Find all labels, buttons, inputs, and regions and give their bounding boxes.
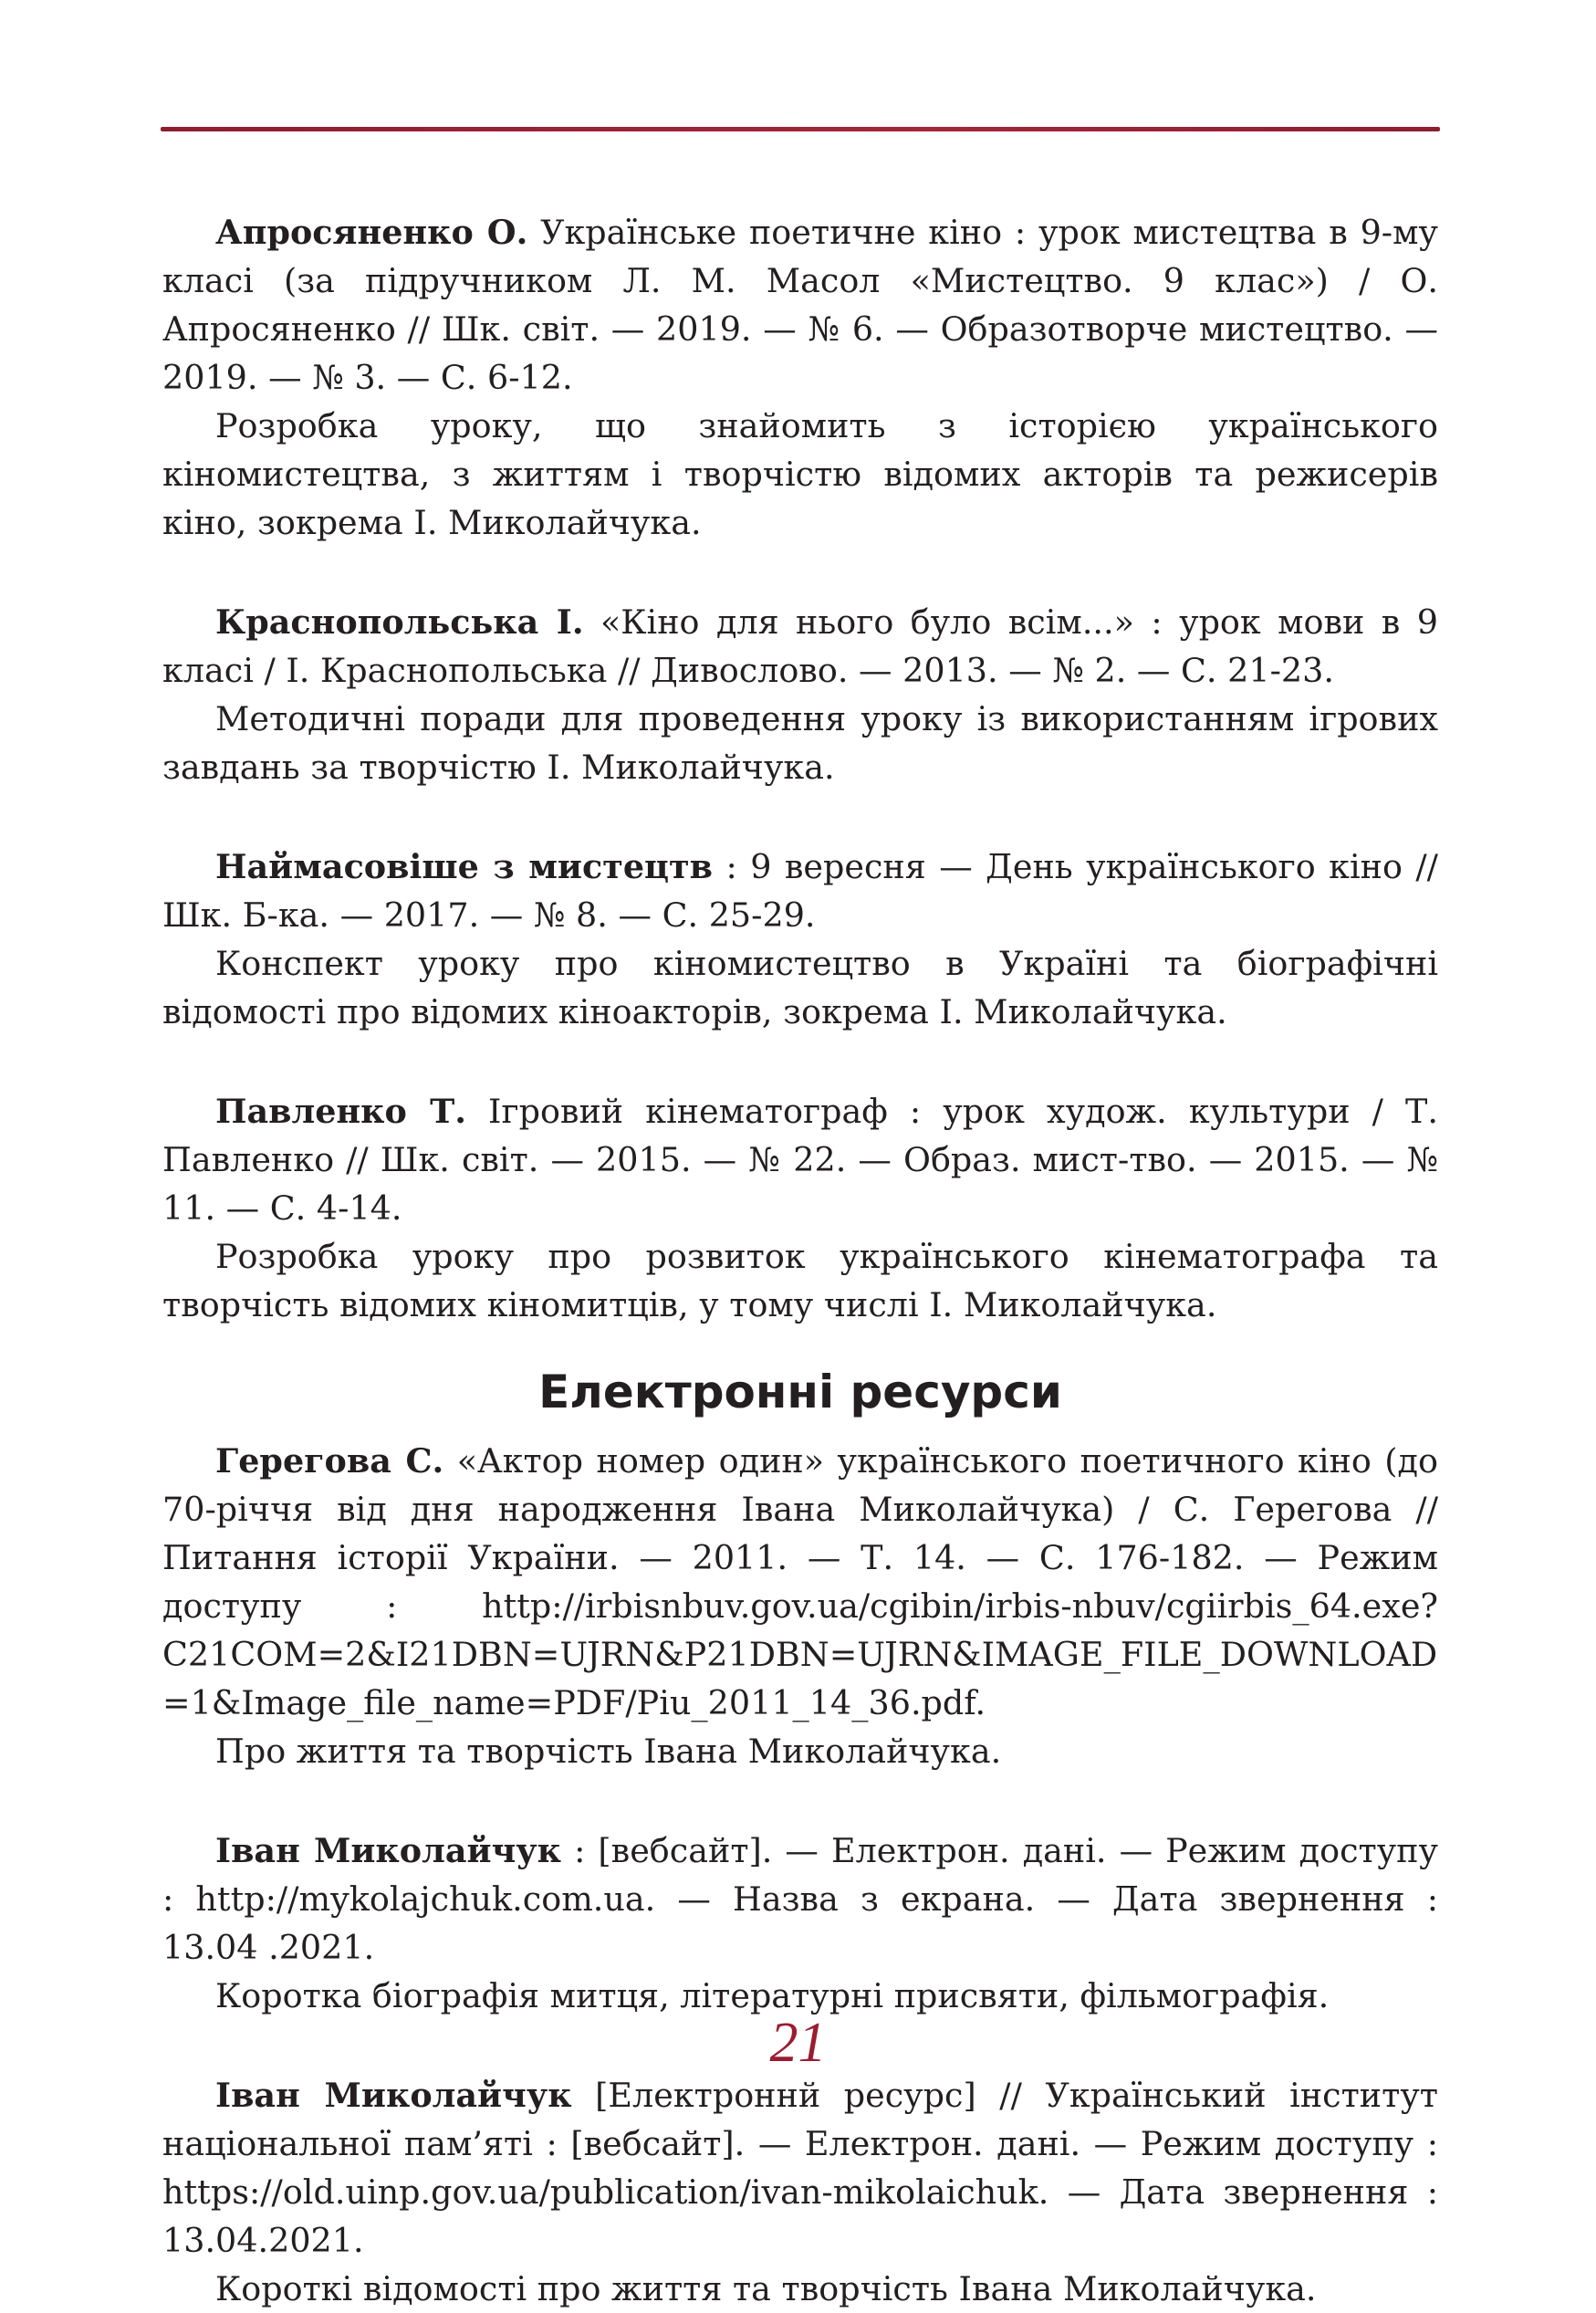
entry-annotation: Методичні поради для проведення уроку із використанням ігрових завдань за творчістю І. Миколайчука. [162,699,1438,787]
entry-author: Наймасовіше з мистецтв [215,847,713,886]
entry-author: Павленко Т. [215,1092,466,1131]
entry-citation-text: Ігровий кінематограф : урок худож. культури / Т. Павленко // Шк. світ. — 2015. — № 22. — Образ. мист-тво. — 2015. — № 11. — С. 4-14. [162,1092,1438,1228]
entry-author: Апросяненко О. [215,213,528,252]
section-title: Електронні ресурси [538,1366,1062,1418]
entry-citation-text: : 9 вересня — День українського кіно // Шк. Б-ка. — 2017. — № 8. — С. 25-29. [162,847,1438,935]
bibliography-entry [162,1437,1438,1775]
entry-annotation: Розробка уроку про розвиток українського кінематографа та творчість відомих кіномитців, у тому числі І. Миколайчука. [162,1237,1438,1324]
entry-annotation: Конспект уроку про кіномистецтво в Україні та біографічні відомості про відомих кіноакторів, зокрема І. Миколайчука. [162,944,1438,1031]
bibliography-entry [162,843,1438,1036]
entry-citation [162,1087,1438,1232]
entry-citation [162,1437,1438,1727]
entry-annotation: Короткі відомості про життя та творчість Івана Миколайчука. [215,2269,1317,2308]
bibliography-entry [162,598,1438,791]
entry-citation-text: : [вебсайт]. — Електрон. дані. — Режим доступу : http://mykolajchuk.com.ua. — Назва з екрана. — Дата звернення : 13.04 .2021. [162,1831,1438,1967]
entry-annotation: Про життя та творчість Івана Миколайчука. [215,1732,1002,1771]
page-content [162,208,1438,2313]
entry-citation [162,1826,1438,1972]
entry-citation [162,843,1438,939]
bibliography-entry [162,1087,1438,1329]
entry-citation-text: [Електроннй ресурс] // Український інститут національної пам’яті : [вебсайт]. — Електрон. дані. — Режим доступу : https://old.uinp.gov.ua/publication/ivan-mikolaichuk. — Дата звернення : 13.04.2021. [162,2076,1438,2260]
entry-author: Герегова С. [215,1441,444,1481]
page-number: 21 [769,2012,827,2074]
entry-citation [162,598,1438,695]
entry-citation-text: «Кіно для нього було всім...» : урок мови в 9 класі / І. Краснопольська // Дивослово. — 2013. — № 2. — С. 21-23. [162,602,1438,690]
entry-author: Іван Миколайчук [215,2076,572,2115]
entry-annotation: Розробка уроку, що знайомить з історією українського кіномистецтва, з життям і творчістю відомих акторів та режисерів кіно, зокрема І. Миколайчука. [162,406,1438,542]
entry-citation [162,208,1438,402]
entry-citation [162,2071,1438,2265]
entry-citation-text: «Актор номер один» українського поетичного кіно (до 70-річчя від дня народження Івана Миколайчука) / С. Герегова // Питання історії України. — 2011. — Т. 14. — С. 176-182. — Режим доступу : http://irbisnbuv.gov.ua/cgibin/irbis-nbuv/cgiirbis_64.exe?C21COM=2&I21DBN=UJRN&P21DBN=UJRN&IMAGE_FILE_DOWNLOAD=1&Image_file_name=PDF/Piu_2011_14_36.pdf. [162,1441,1438,1722]
bibliography-entry [162,208,1438,547]
bibliography-entry [162,1826,1438,2020]
entry-author: Краснопольська І. [215,602,584,642]
entry-annotation: Коротка біографія митця, літературні присвяти, фільмографія. [215,1976,1330,2015]
bibliography-entry [162,2071,1438,2313]
entry-citation-text: Українське поетичне кіно : урок мистецтва в 9-му класі (за підручником Л. М. Масол «Мистецтво. 9 клас») / О. Апросяненко // Шк. світ. — 2019. — № 6. — Образотворче мистецтво. — 2019. — № 3. — С. 6-12. [162,213,1438,397]
entry-author: Іван Миколайчук [215,1831,562,1870]
header-rule [161,127,1440,131]
